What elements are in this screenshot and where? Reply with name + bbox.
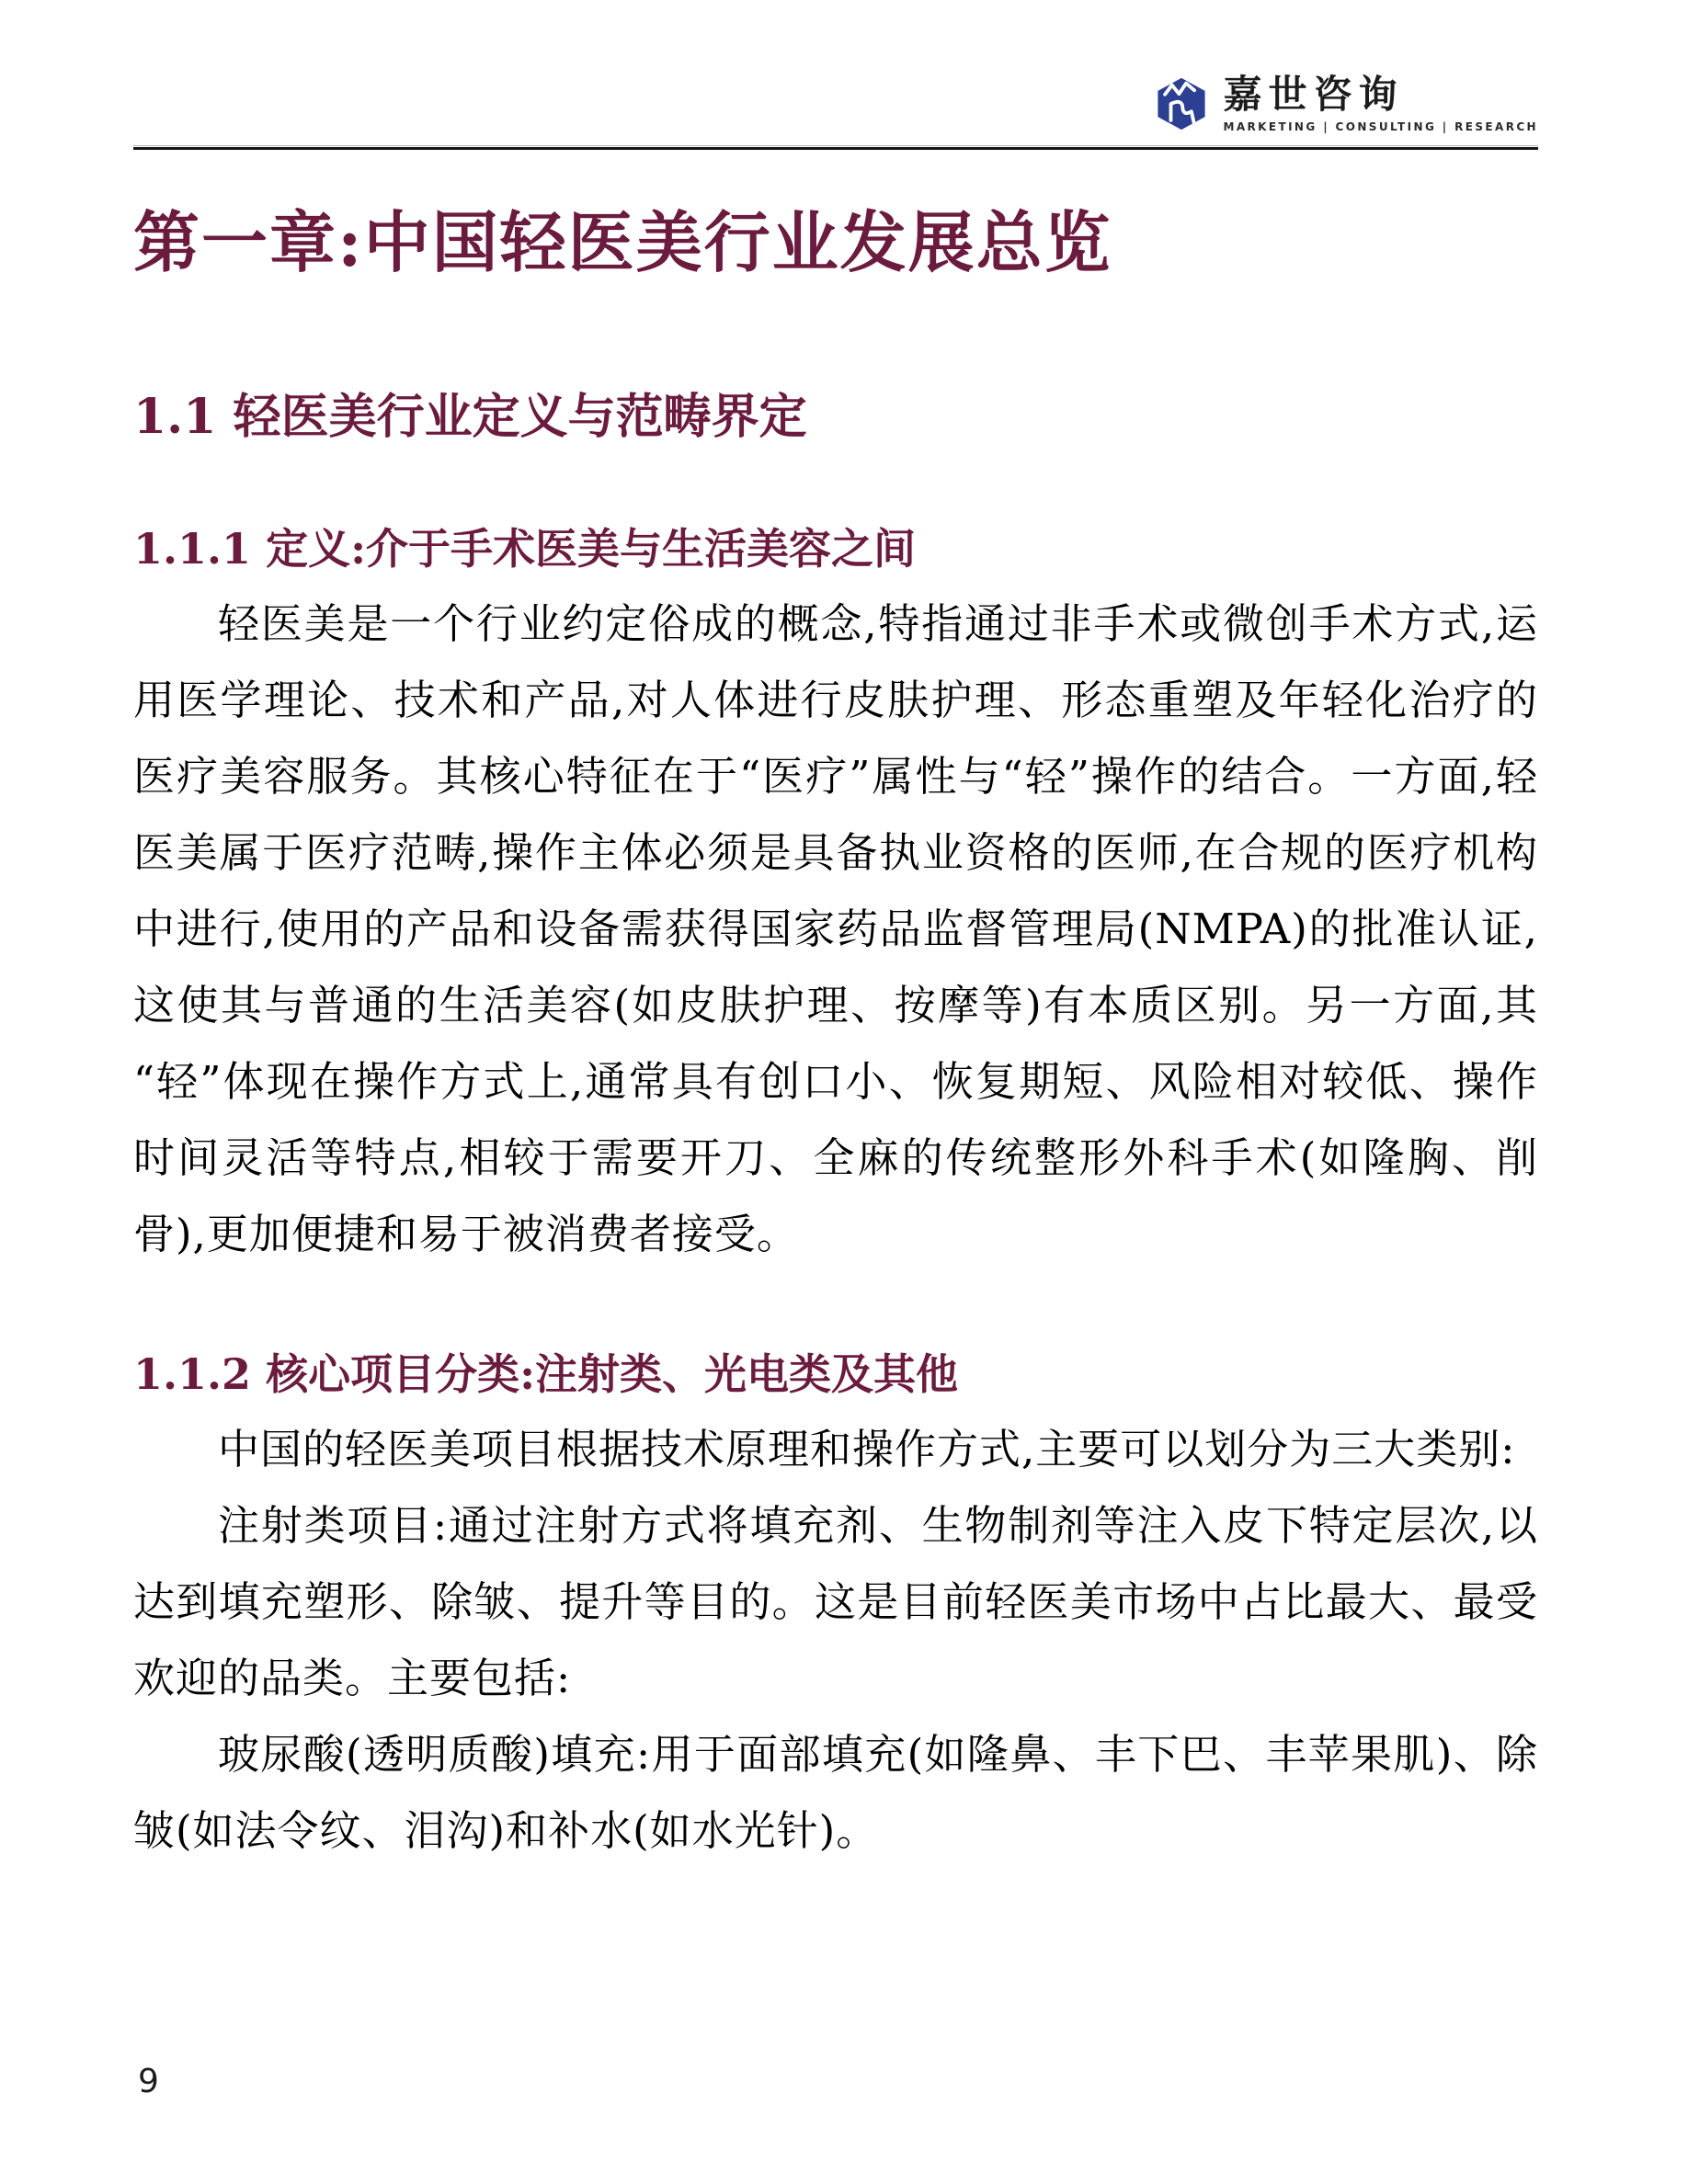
subsection-1-1-1-heading: 1.1.1 定义:介于手术医美与生活美容之间	[133, 523, 917, 574]
page-header	[133, 0, 1538, 148]
logo-company-name: 嘉世咨询	[1223, 72, 1404, 118]
jiashi-logo	[133, 72, 1538, 136]
section-1-1-heading: 1.1 轻医美行业定义与范畴界定	[133, 389, 807, 446]
page-number: 9	[138, 2063, 159, 2100]
logo-text-block	[1224, 74, 1538, 132]
paragraph-hyaluronic-acid: 玻尿酸(透明质酸)填充:用于面部填充(如隆鼻、丰下巴、丰苹果肌)、除皱(如法令纹、泪沟)和补水(如水光针)。	[133, 1730, 1538, 1856]
header-divider-line	[133, 147, 1538, 150]
subsection-1-1-2-heading: 1.1.2 核心项目分类:注射类、光电类及其他	[133, 1348, 959, 1399]
logo-tagline: MARKETING | CONSULTING | RESEARCH	[1223, 119, 1538, 133]
document-body	[133, 203, 1538, 1869]
paragraph-injection-category: 注射类项目:通过注射方式将填充剂、生物制剂等注入皮下特定层次,以达到填充塑形、除皱、提升等目的。这是目前轻医美市场中占比最大、最受欢迎的品类。主要包括:	[133, 1501, 1538, 1703]
paragraph-classification-intro: 中国的轻医美项目根据技术原理和操作方式,主要可以划分为三大类别:	[218, 1425, 1516, 1474]
header-divider	[133, 145, 1538, 148]
cube-ribbon-logo-icon	[1152, 74, 1211, 133]
paragraph-definition: 轻医美是一个行业约定俗成的概念,特指通过非手术或微创手术方式,运用医学理论、技术和产品,对人体进行皮肤护理、形态重塑及年轻化治疗的医疗美容服务。其核心特征在于“医疗”属性与“轻”操作的结合。一方面,轻医美属于医疗范畴,操作主体必须是具备执业资格的医师,在合规的医疗机构中进行,使用的产品和设备需获得国家药品监督管理局(NMPA)的批准认证,这使其与普通的生活美容(如皮肤护理、按摩等)有本质区别。另一方面,其“轻”体现在操作方式上,通常具有创口小、恢复期短、风险相对较低、操作时间灵活等特点,相较于需要开刀、全麻的传统整形外科手术(如隆胸、削骨),更加便捷和易于被消费者接受。	[133, 598, 1538, 1258]
chapter-title: 第一章:中国轻医美行业发展总览	[133, 203, 1112, 281]
